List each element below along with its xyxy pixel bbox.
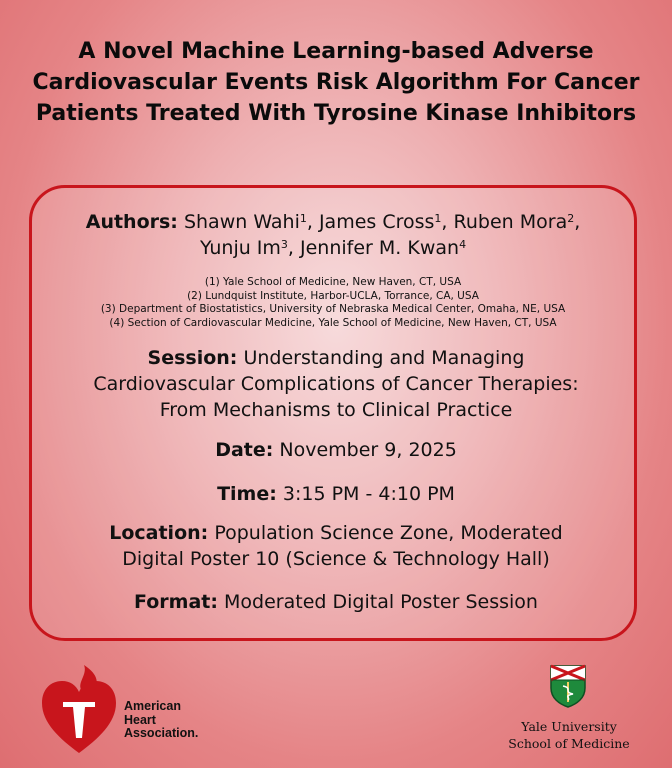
time-block [42,481,630,507]
yale-shield-icon [549,664,587,708]
session-line: Understanding and Managing [243,347,525,369]
author-affil-number: 1 [299,212,307,225]
author-name: Shawn Wahi [183,211,300,233]
aha-wordmark [124,700,198,741]
session-line: From Mechanisms to Clinical Practice [159,399,513,421]
aha-wordmark-line: American [124,699,181,713]
author-name: James Cross [318,211,435,233]
details-panel [29,185,637,641]
authors-line-2 [32,235,634,261]
title-line: Cardiovascular Events Risk Algorithm For Cancer [32,70,640,95]
author-name: Yunju Im [199,237,281,259]
authors-label: Authors: [85,211,178,233]
location-line: Population Science Zone, Moderated [214,522,563,544]
format-value: Moderated Digital Poster Session [224,591,538,613]
author-affil-number: 1 [434,212,442,225]
date-block [42,437,630,463]
torch-flame-icon [80,665,96,691]
author-name: Jennifer M. Kwan [300,237,460,259]
title-line: Patients Treated With Tyrosine Kinase Inhibitors [35,101,637,126]
author-affil-number: 3 [280,238,288,251]
location-line: Digital Poster 10 (Science & Technology Hall) [122,548,550,570]
location-label: Location: [109,522,209,544]
date-value: November 9, 2025 [279,439,457,461]
authors-block [32,209,634,261]
title-line: A Novel Machine Learning-based Adverse [78,39,594,64]
aha-wordmark-line: Association. [124,726,199,740]
date-label: Date: [215,439,274,461]
yale-wordmark-line: School of Medicine [508,736,630,751]
affiliation-item: (2) Lundquist Institute, Harbor-UCLA, Torrance, CA, USA [187,289,479,302]
author-separator: , [306,211,319,233]
affiliation-item: (4) Section of Cardiovascular Medicine, Yale School of Medicine, New Haven, CT, USA [109,316,557,329]
time-value: 3:15 PM - 4:10 PM [282,483,455,505]
author-affil-number: 4 [459,238,467,251]
affiliation-item: (1) Yale School of Medicine, New Haven, CT, USA [204,276,462,288]
format-block [42,589,630,615]
poster-title [20,36,652,129]
session-label: Session: [147,347,238,369]
affiliations [32,276,634,330]
author-separator: , [287,237,301,259]
session-line: Cardiovascular Complications of Cancer Therapies: [93,373,579,395]
author-separator: , [441,211,454,233]
location-block [42,520,630,572]
yale-wordmark-line: Yale University [521,719,617,734]
authors-line-1 [32,209,634,235]
author-affil-number: 2 [567,212,575,225]
time-label: Time: [217,483,277,505]
author-separator: , [574,211,581,233]
aha-wordmark-line: Heart [124,712,156,727]
author-name: Ruben Mora [453,211,568,233]
yale-wordmark [490,718,648,752]
format-label: Format: [134,591,218,613]
session-block [42,345,630,423]
affiliation-item: (3) Department of Biostatistics, University of Nebraska Medical Center, Omaha, NE, USA [100,303,566,315]
